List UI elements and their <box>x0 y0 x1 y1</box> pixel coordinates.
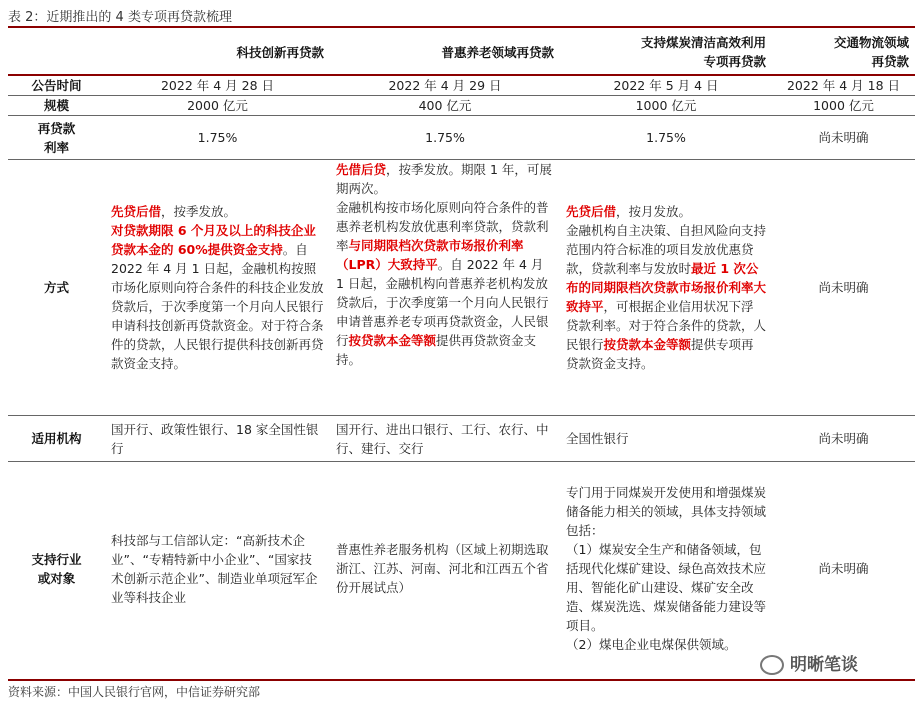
body-text: 提供专项再贷款资金支持。 <box>566 337 754 371</box>
bottom-rule <box>8 679 915 681</box>
highlight-text: 与同期限档次贷款市场报价利率（LPR）大致持平 <box>336 238 524 272</box>
row-announce: 公告时间 2022 年 4 月 28 日 2022 年 4 月 29 日 2022 年 5 月 4 日 2022 年 4 月 18 日 <box>8 75 915 96</box>
body-text: ，按季发放。 <box>161 204 237 219</box>
caption-rule <box>8 26 915 28</box>
target-label: 支持行业 或对象 <box>31 551 82 586</box>
table-caption: 表 2：近期推出的 4 类专项再贷款梳理 <box>8 10 232 25</box>
body-text: ，按季发放。期限 1 年，可展期两次。 <box>336 162 552 196</box>
row-scale: 规模 2000 亿元 400 亿元 1000 亿元 1000 亿元 <box>8 96 915 116</box>
col-header-4: 交通物流领域 再贷款 <box>772 30 915 75</box>
target-c3: 专门用于同煤炭开发使用和增强煤炭储备能力相关的领域，具体支持领域包括： （1）煤炭安全生产和储备领域，包括现代化煤矿建设、绿色高效技术应用、智能化矿山建设、煤矿安全改造、煤炭洗选、煤炭储备能力建设等项目。 （2）煤电企业电煤保供领域。 <box>566 485 767 653</box>
row-method: 方式 先贷后借，按季发放。 对贷款期限 6 个月及以上的科技企业贷款本金的 60%提供资金支持。自 2022 年 4 月 1 日起，金融机构按照市场化原则向符合条件的科技企业发放贷款后，于次季度第一个月向人民银行申请科技创新再贷款资金。对于符合条件的贷款，人民银行提供科技创新再贷款资金支持。 先借后贷，按季发放。期限 1 年，可展期两次。 金融机构按市场化原则向符合条件的普惠养老机构发放优惠利率贷款，贷款利率与同期限档次贷款市场报价利率（LPR）大致持平。自 2022 年 4 月 1 日起，金融机构向普惠养老机构发放贷款后，于次季度第一个月向人民银行申请普惠养老专项再贷款资金，人民银行按贷款本金等额提供再贷款资金支持。 先贷后借，按月发放。 金融机构自主决策、自担风险向支持范围内符合标准的项目发放优惠贷款，贷款利率与发放时最近 1 次公布的同期限档次贷款市场报价利率大致持平，可根据企业信用状况下浮贷款利率。对于符合条件的贷款，人民银行按贷款本金等额提供专项再贷款资金支持。 尚未明确 <box>8 160 915 416</box>
rate-label: 再贷款 利率 <box>8 116 105 160</box>
header-empty <box>8 30 105 75</box>
body-text: 金融机构自主决策、自担风险向支持范围内符合标准的项目发放优惠贷款，贷款利率与发放时 <box>566 223 767 276</box>
highlight-text: 先借后贷 <box>336 162 387 177</box>
col-header-3: 支持煤炭清洁高效利用 专项再贷款 <box>560 30 772 75</box>
col-header-2: 普惠养老领域再贷款 <box>330 30 560 75</box>
watermark: 明晰笔谈 <box>760 650 858 675</box>
body-text: 提供再贷款资金支持。 <box>336 333 537 367</box>
highlight-text: 最近 1 次公布的同期限档次贷款市场报价利率大致持平 <box>566 261 767 314</box>
body-text: 。自 2022 年 4 月 1 日起，金融机构向普惠养老机构发放贷款后，于次季度第一个月向人民银行申请普惠养老专项再贷款资金，人民银行 <box>336 257 549 348</box>
highlight-text: 先贷后借 <box>566 204 617 219</box>
body-text: 金融机构按市场化原则向符合条件的普惠养老机构发放优惠利率贷款，贷款利率 <box>336 200 549 253</box>
method-c3 <box>560 160 772 416</box>
loan-table <box>8 30 915 676</box>
method-c2 <box>330 160 560 416</box>
row-rate: 再贷款 利率 1.75% 1.75% 1.75% 尚未明确 <box>8 116 915 160</box>
highlight-text: 对贷款期限 6 个月及以上的科技企业贷款本金的 60%提供资金支持 <box>111 223 316 257</box>
highlight-text: 按贷款本金等额 <box>348 333 437 348</box>
body-text: 。自 2022 年 4 月 1 日起，金融机构按照市场化原则向符合条件的科技企业发放贷款后，于次季度第一个月向人民银行申请科技创新再贷款资金。对于符合条件的贷款，人民银行提供科技创新再贷款资金支持。 <box>111 242 324 371</box>
row-institution: 适用机构 国开行、政策性银行、18 家全国性银行 国开行、进出口银行、工行、农行、中行、建行、交行 全国性银行 尚未明确 <box>8 416 915 462</box>
method-c1 <box>105 160 330 416</box>
row-target: 支持行业 或对象 科技部与工信部认定：“高新技术企业”、“专精特新中小企业”、“国家技术创新示范企业”、制造业单项冠军企业等科技企业 普惠性养老服务机构（区域上初期选取浙江、江苏、河南、河北和江西五个省份开展试点） 专门用于同煤炭开发使用和增强煤炭储备能力相关的领域，具体支持领域包括： （1）煤炭安全生产和储备领域，包括现代化煤矿建设、绿色高效技术应用、智能化矿山建设、煤矿安全改造、煤炭洗选、煤炭储备能力建设等项目。 （2）煤电企业电煤保供领域。 尚未明确 <box>8 462 915 676</box>
body-text: ，可根据企业信用状况下浮贷款利率。对于符合条件的贷款，人民银行 <box>566 299 767 352</box>
highlight-text: 按贷款本金等额 <box>603 337 692 352</box>
source-note: 资料来源：中国人民银行官网，中信证券研究部 <box>8 685 261 699</box>
highlight-text: 先贷后借 <box>111 204 162 219</box>
col-header-1: 科技创新再贷款 <box>105 30 330 75</box>
body-text: ，按月发放。 <box>616 204 692 219</box>
wechat-icon <box>760 655 784 675</box>
